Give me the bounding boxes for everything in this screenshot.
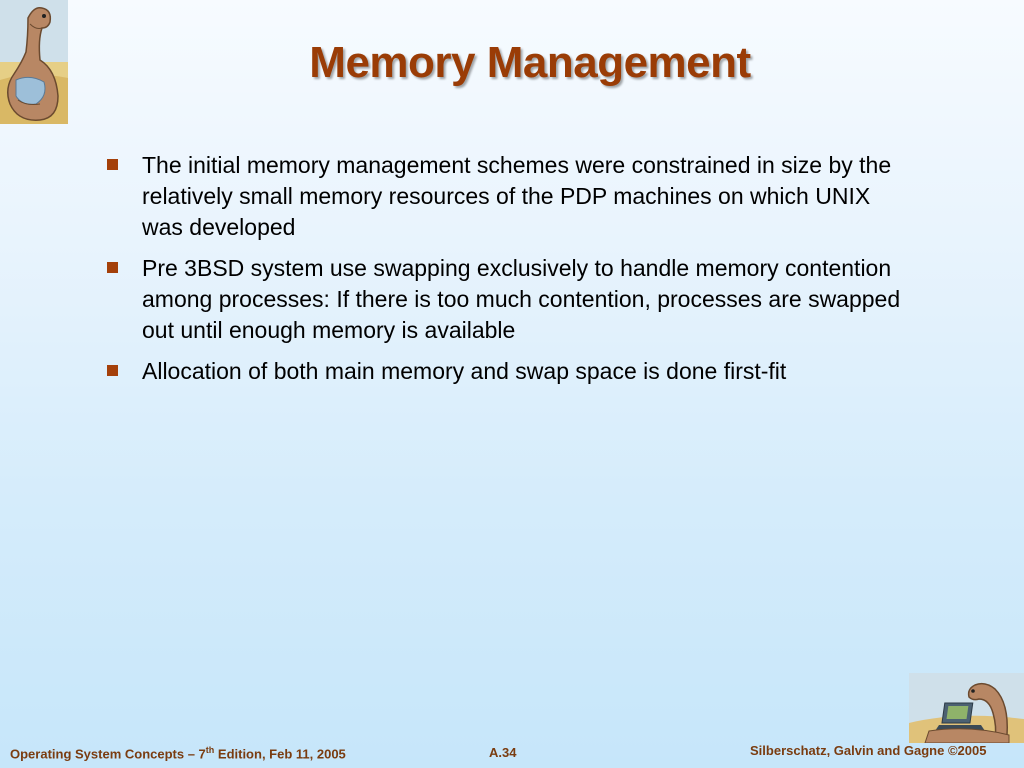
bullet-text: The initial memory management schemes were constrained in size by the relatively small memory resources of the PDP machines on which UNIX was developed <box>142 152 892 240</box>
footer-book-title: Operating System Concepts – 7th Edition, Feb 11, 2005 <box>10 745 346 762</box>
bullet-text: Pre 3BSD system use swapping exclusively to handle memory contention among processes: If there is too much contention, processes are swapped out until enough memory is available <box>142 255 901 343</box>
square-bullet-icon <box>107 365 118 376</box>
bullet-item <box>104 253 904 346</box>
slide-title: Memory Management <box>309 38 751 87</box>
bullet-item <box>104 356 904 387</box>
square-bullet-icon <box>107 262 118 273</box>
footer-authors: Silberschatz, Galvin and Gagne ©2005 <box>750 743 987 758</box>
bullet-list <box>104 150 904 397</box>
bullet-item <box>104 150 904 243</box>
square-bullet-icon <box>107 159 118 170</box>
dinosaur-laptop-icon <box>909 673 1024 743</box>
bullet-text: Allocation of both main memory and swap space is done first-fit <box>142 358 787 384</box>
footer-page-number: A.34 <box>489 745 517 760</box>
